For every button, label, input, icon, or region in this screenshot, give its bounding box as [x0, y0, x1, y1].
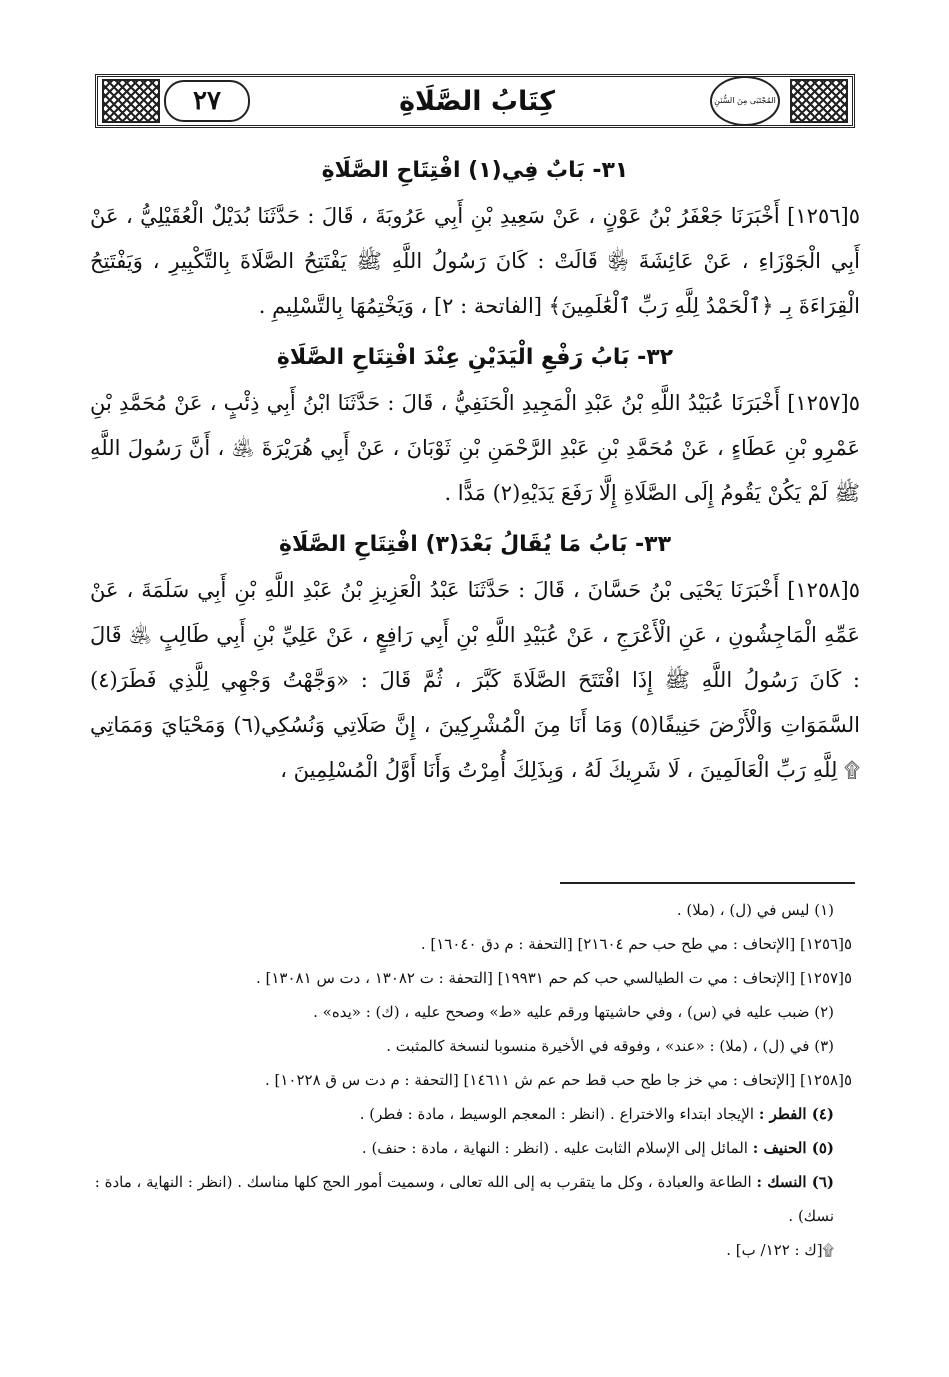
chapter-heading: ٣١- بَابٌ فِي(١) افْتِتَاحِ الصَّلَاةِ — [321, 158, 629, 183]
chapter-heading: ٣٣- بَابُ مَا يُقَالُ بَعْدَ(٣) افْتِتَاحِ الصَّلَاةِ — [278, 532, 672, 557]
hadith-text: ٥[١٢٥٨] أَخْبَرَنَا يَحْيَى بْنُ حَسَّانَ ، قَالَ : حَدَّثَنَا عَبْدُ الْعَزِيزِ بْنُ عَبْدِ اللَّهِ بْنِ أَبِي سَلَمَةَ ، عَنْ عَمِّهِ الْمَاجِشُونِ ، عَنِ الْأَعْرَجِ ، عَنْ عُبَيْدِ اللَّهِ بْنِ أَبِي رَافِعٍ ، عَنْ عَلِيِّ بْنِ أَبِي طَالِبٍ ﵁ قَالَ : كَانَ رَسُولُ اللَّهِ ﷺ إِذَا افْتَتَحَ الصَّلَاةَ كَبَّرَ ، ثُمَّ قَالَ : «وَجَّهْتُ وَجْهِي لِلَّذِي فَطَرَ(٤) السَّمَوَاتِ وَالْأَرْضَ حَنِيفًا(٥) وَمَا أَنَا مِنَ الْمُشْرِكِينَ ، إِنَّ صَلَاتِي وَنُسُكِي(٦) وَمَحْيَايَ وَمَمَاتِي ۩ لِلَّهِ رَبِّ الْعَالَمِينَ ، لَا شَرِيكَ لَهُ ، وَبِذَلِكَ أُمِرْتُ وَأَنَا أَوَّلُ الْمُسْلِمِينَ ، — [90, 578, 860, 782]
header-ornament-right — [790, 79, 848, 123]
hadith-text: ٥[١٢٥٧] أَخْبَرَنَا عُبَيْدُ اللَّهِ بْنُ عَبْدِ الْمَجِيدِ الْحَنَفِيُّ ، قَالَ : حَدَّثَنَا ابْنُ أَبِي ذِئْبٍ ، عَنْ مُحَمَّدِ بْنِ عَمْرِو بْنِ عَطَاءٍ ، عَنْ مُحَمَّدِ بْنِ عَبْدِ الرَّحْمَنِ بْنِ ثَوْبَانَ ، عَنْ أَبِي هُرَيْرَةَ ﵁ ، أَنَّ رَسُولَ اللَّهِ ﷺ لَمْ يَكُنْ يَقُومُ إِلَى الصَّلَاةِ إِلَّا رَفَعَ يَدَيْهِ(٢) مَدًّا . — [90, 391, 860, 505]
page-header — [95, 74, 855, 128]
footnote: (٣) في (ل) ، (ملا) : «عند» ، وفوقه في الأخيرة منسوبا لنسخة كالمثبت . — [386, 1037, 834, 1055]
header-ornament-left — [102, 79, 160, 123]
main-text — [90, 148, 860, 799]
footnote: (٤) الفطر : الإيجاد ابتداء والاختراع . (انظر : المعجم الوسيط ، مادة : فطر) . — [359, 1105, 834, 1123]
footnote: (١) ليس في (ل) ، (ملا) . — [676, 901, 834, 919]
footnote: (٥) الحنيف : المائل إلى الإسلام الثابت عليه . (انظر : النهاية ، مادة : حنف) . — [361, 1139, 834, 1157]
footnote: (٢) ضبب عليه في (س) ، وفي حاشيتها ورقم عليه «ط» وصحح عليه ، (ك) : «يده» . — [313, 1003, 834, 1021]
footnote: ۩[ك : ١٢٢/ ب] . — [726, 1241, 834, 1259]
footnote: ٥[١٢٥٧] [الإتحاف : مي ت الطيالسي حب كم حم ١٩٩٣١] [التحفة : ت ١٣٠٨٢ ، دت س ١٣٠٨١] . — [255, 969, 852, 987]
hadith-text: ٥[١٢٥٦] أَخْبَرَنَا جَعْفَرُ بْنُ عَوْنٍ ، عَنْ سَعِيدِ بْنِ أَبِي عَرُوبَةَ ، قَالَ : حَدَّثَنَا بُدَيْلٌ الْعُقَيْلِيُّ ، عَنْ أَبِي الْجَوْزَاءِ ، عَنْ عَائِشَةَ ﵂ قَالَتْ : كَانَ رَسُولُ اللَّهِ ﷺ يَفْتَتِحُ الصَّلَاةَ بِالتَّكْبِيرِ ، وَيَفْتَتِحُ الْقِرَاءَةَ بِـ ﴿ٱلْحَمْدُ لِلَّهِ رَبِّ ٱلْعَٰلَمِينَ﴾ [الفاتحة : ٢] ، وَيَخْتِمُهَا بِالتَّسْلِيمِ . — [90, 204, 860, 318]
footnotes — [90, 893, 852, 1267]
page-number: ٢٧ — [164, 80, 250, 122]
chapter-heading: ٣٢- بَابُ رَفْعِ الْيَدَيْنِ عِنْدَ افْتِتَاحِ الصَّلَاةِ — [276, 345, 674, 370]
footnote: ٥[١٢٥٦] [الإتحاف : مي طح حب حم ٢١٦٠٤] [التحفة : م دق ١٦٠٤٠] . — [420, 935, 852, 953]
book-title: كِتَابُ الصَّلَاةِ — [399, 85, 555, 117]
book-medallion: المُجْتَبَى مِنَ السُّنَنِ — [710, 76, 780, 126]
footnote-divider — [560, 882, 855, 884]
footnote: (٦) النسك : الطاعة والعبادة ، وكل ما يتقرب به إلى الله تعالى ، وسميت أمور الحج كلها مناسك . (انظر : النهاية ، مادة : نسك) . — [94, 1173, 834, 1225]
footnote: ٥[١٢٥٨] [الإتحاف : مي خز جا طح حب قط حم عم ش ١٤٦١١] [التحفة : م دت س ق ١٠٢٢٨] . — [264, 1071, 852, 1089]
